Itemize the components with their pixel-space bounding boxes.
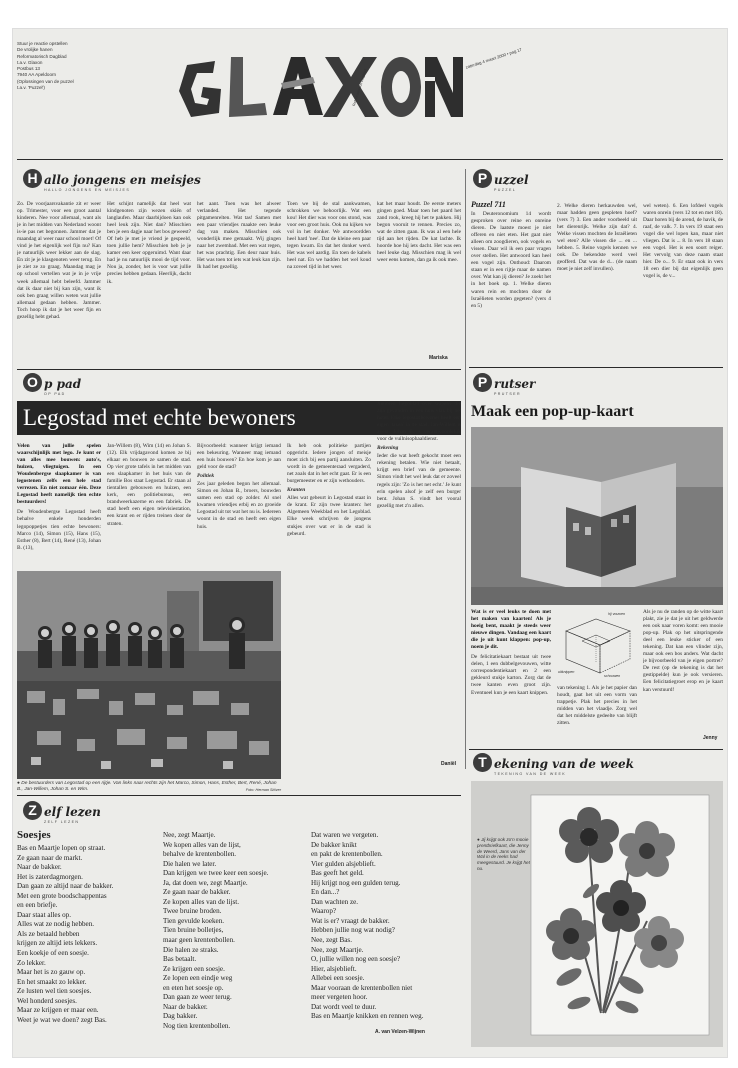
poem-line: Bas betaalt.: [163, 955, 197, 964]
address-line: Reformatorisch Dagblad: [17, 53, 67, 59]
poem-line: Nee, zegt Bas.: [311, 936, 352, 945]
puzzel-bottom-rule: [469, 367, 723, 368]
oppad-col4: [287, 443, 371, 763]
poem-line: Ja, dat doen we, zegt Maartje.: [163, 878, 248, 887]
glaxon-logo: [173, 43, 463, 125]
poem-line: Weet je wat we doen? zegt Bas.: [17, 1015, 107, 1024]
poem-line: Ze gaan naar de bakker.: [163, 888, 231, 897]
poem-line: Die halen ze straks.: [163, 945, 219, 954]
oppad-title: p pad: [44, 377, 82, 391]
prutser-letter-icon: P: [473, 373, 492, 392]
hallo-col3: het aant. Toen was het alweer verlanded. Het tegende pitgamenrelten. Wat tas! Samen met een paar vriendjes maakte een leuke dag van maken. Misschien ook wonderlijk mee gemaakt. Wij gingen naar het zwembad. Met een wat regen, het was prachtig. Een deur naar huis. Het was toen tot iets wat leuk kan zijn. Ik had het gezellig.: [197, 201, 281, 271]
prutser-title: rutser: [494, 377, 536, 391]
poem-line: En het smaakt zo lekker.: [17, 977, 87, 986]
prutser-lead: Wat is er veel leuks te doen met het maken van kaarten! Als je hoeig bent, maakt je steeds weer nieuwe dingen. Vandaag een kaart die je uit kunt klappen: pop-up, noem je dit.: [471, 609, 551, 651]
tekening-caption-text: Jij krijgt ook zo'n mooie prentbriefkaart, die Jenny de Weerd, Jans van der Wal in de reeks had meegestuurd. Je krijgt het nu.: [477, 837, 530, 871]
address-line: 7940 AA Apeldoorn: [17, 72, 57, 78]
address-line: Stuur je reactie opstellen: [17, 41, 68, 46]
poem-line: Naar de bakker.: [17, 863, 62, 872]
oppad-col4-subhead: Kranten: [287, 487, 306, 494]
tekening-subtitle: TEKENING VAN DE WEEK: [494, 772, 567, 776]
poem-line: Hij krijgt nog een gulden terug.: [311, 878, 401, 887]
poem-line: Nee, zegt Maartje.: [311, 945, 364, 954]
oppad-col1: [17, 443, 101, 567]
poem-line: Dan krijgen we twee keer een soesje.: [163, 869, 269, 878]
poem-line: Ze kopen alles van de lijst.: [163, 897, 240, 906]
tekening-caption: [477, 837, 531, 872]
poem-line: Wel honderd soesjes.: [17, 996, 77, 1005]
poem-line: Waarop?: [311, 907, 337, 916]
poem-line: Nog tien krentenbollen.: [163, 1021, 231, 1030]
logo-vertical-credit: Reformatorisch Dagblad: [351, 68, 368, 107]
legostad-scene: [17, 571, 281, 779]
hallo-col1: Zo. De voorjaarsvakantie zit er weer op. Trimester, voor een groot aantal kinderen. Nee voor allemaal, want als je in het midden van Nederland woont is-ie pas net begonnen. Jammer dat je maandag al weer naar school moet! Of vind je het eigenlijk wel fijn nu? Kan je natuurlijk weer lekker aan de slag. En zit je je klasgenoten weer terug. En je ziet ze zo graag. Maandag mag je op school vertellen wat je in je vrije week allemaal hebt beleefd. Jammer dat ik daar niet bij kan zijn, want ik ook ben graag willen weten wat jullie allemaal gedaan hebben. Jammer. Toch hoop ik dat je het weer fijn en gezellig hebt gehad.: [17, 201, 101, 320]
oppad-subtitle: OP PAD: [44, 392, 66, 396]
oppad-col5-text: Junioren Legoblad over wapens die zijn gevonden in een huis vlak bij het hotel. Elke legostadbewoner heeft een eigen 'taken' in de stad. Jan-Willem is agent. Johan B. is verantwoordelijk voor de vuilnisophaaldienst.: [377, 401, 461, 443]
oppad-col3: [197, 443, 281, 567]
tekening-title: ekening van de week: [494, 757, 634, 771]
logo-g: [179, 61, 221, 117]
hallo-letter-icon: H: [23, 169, 42, 188]
prutser-col2: van tekening 1. Als je het papier dan houdt, gaat het uit een vorm van trappetje. Plak het precies in het midden van het vlaadje. Zorg wel dat het middelste gedeelte van blijft zitten.: [557, 685, 637, 727]
zelflezen-top-rule: [17, 795, 461, 796]
oppad-signature: Daniël: [441, 761, 457, 767]
prutser-signature: Jenny: [703, 735, 718, 741]
prutser-bottom-rule: [469, 749, 723, 750]
poem-line: Tien gevulde koeken.: [163, 916, 225, 925]
poem-line: Bas geeft het geld.: [311, 869, 364, 878]
poem-line: Naar de bakker.: [163, 1002, 208, 1011]
caption-bullet-icon: ●: [477, 837, 482, 842]
poem-line: O, jullie willen nog een soesje?: [311, 955, 401, 964]
poem-line: Dan wachten ze.: [311, 897, 359, 906]
poem-line: en een briefje.: [17, 901, 58, 910]
poem-line: Hier, alsjeblieft.: [311, 964, 357, 973]
puzzel-subtitle: PUZZEL: [494, 188, 517, 192]
popup-diagram: [556, 611, 640, 681]
poem-line: Bas en Maartje knikken en rennen weg.: [311, 1012, 424, 1021]
poem-col2: [163, 831, 309, 1031]
oppad-col3-text: Bijvoorbeeld: wanneer krijgt iemand een bekeuring. Wanneer mag iemand een huis bouwen? En hoe kom je aan geld voor de stad?: [197, 443, 281, 471]
poem-col1: [17, 844, 163, 1025]
poem-line: En dan...?: [311, 888, 340, 897]
puzzel-title: uzzel: [494, 173, 529, 187]
poem-line: Twee bruine broden.: [163, 907, 222, 916]
tekening-letter-icon: T: [473, 753, 492, 772]
oppad-letter-icon: O: [23, 373, 42, 392]
address-line: De vrolijke hanen: [17, 47, 53, 53]
oppad-col2: Jan-Willem (8), Wim (14) en Johan S. (12). Elk vrijdagavond komen ze bij elkaar en bouwen ze samen de stad. Op vier grote tafels in het midden van een slaapkamer in het huis van de familie Bos staat Legostad. Er staan al tientallen gebouwen en huizen, een kerk, een politiebureau, een brandweerkazerne en een fabriek. De stad heeft een eigen televisiestation, een krant en er rijden treinen door de straten.: [107, 443, 191, 527]
poem-line: Ze krijgen een soesje.: [163, 964, 225, 973]
poem-line: De bakker knikt: [311, 840, 357, 849]
caption-bullet-icon: ●: [17, 781, 22, 786]
poem-line: We kopen alles van de lijst,: [163, 840, 241, 849]
poem-line: Dan gaan ze altijd naar de bakker.: [17, 882, 114, 891]
puzzel-col3: wel weten). 6. Een lofdeel vogels waren onrein (vers 12 tot en met 18). Daar horen bij de arend, de havik, de raaf, de valk. 7. In vers 19 staat een vogel die wel lopen kan, maar niet vliegen. Dat is ... 8. In vers 18 staan een vogel. Het is een soort reiger. Het vervolg van deze naam staat hier. De o... 9. Er staat ook in vers 18 een dier bij dat eigenlijk geen vogel is, de v...: [643, 203, 723, 280]
poem-line: krijgen ze altijd iets lekkers.: [17, 939, 98, 948]
address-line: Postbus 13: [17, 66, 40, 72]
hallo-col2: Het schijnt namelijk dat heel wat kindgenoten zijn wezen skiën of langlaufen. Maar daarbijdoen kan ook heel leuk zijn. Niet dan? Misschien ben je een dagje naar het bos geweest? Of heb je met je vriend je gespeeld, toen jullie hem? Misschien heb je je kamer een keer opgeruimd. Want daar had je nu natuurlijk mooi de tijd voor. Nou ja, zonder, het is voor wat jullie precies hebben gedaan. Heerlijk, dacht ik.: [107, 201, 191, 285]
zelflezen-subtitle: ZELF LEZEN: [44, 820, 80, 824]
flower-drawing: [471, 781, 723, 1047]
poem-line: Hebben jullie nog wat nodig?: [311, 926, 395, 935]
prutser-subtitle: PRUTSER: [494, 392, 521, 396]
masthead-rule: [17, 159, 723, 160]
poem-line: Die halen we later.: [163, 859, 217, 868]
hallo-subtitle: HALLO JONGENS EN MEISJES: [44, 188, 131, 192]
prutser-col1: [471, 609, 551, 759]
poem-line: Tien bruine bolletjes,: [163, 926, 224, 935]
prutser-col1-text: De felicitatiekaart bestaat uit twee delen, 1 een dubbelgevouwen, witte correspondentiekaart en 2 een gekleurd stukje karton. Zorg dat de twee kanten even groot zijn. Eventueel kun je een kaart knippen.: [471, 654, 551, 696]
oppad-col4-text-b: Alles wat gebeurt in Legostad staat in de krant. Er zijn twee kranten: het Algemeen Weekblad en het Legoblad. Elke week schrijven de jongens stukjes over wat er in de stad is gebeurd.: [287, 495, 371, 537]
poem-line: Bas en Maartje lopen op straat.: [17, 844, 106, 852]
poem-line: Dat waren we vergeten.: [311, 831, 379, 839]
poem-line: en pakt de krentenbollen.: [311, 850, 383, 859]
oppad-top-rule: [17, 369, 461, 370]
poem-line: Ze lopen een eindje weg: [163, 974, 233, 983]
poem-line: Vier gulden alsjeblieft.: [311, 859, 376, 868]
puzzel-heading: Puzzel 711: [471, 200, 506, 209]
masthead-address: [17, 41, 107, 91]
photo-credit: Foto: Herman Stöver: [245, 788, 281, 792]
poem-line: Een koekje of een soesje.: [17, 949, 89, 958]
poem-line: Het is zaterdagmorgen.: [17, 872, 83, 881]
logo-l: [229, 57, 267, 117]
poem-line: Als ze betaald hebben: [17, 929, 80, 938]
diagram-label: uitknippen: [558, 670, 575, 674]
oppad-lead: Velen van jullie spelen waarschijnlijk met lego. Je kunt er van alles mee bouwen: auto's, huizen, vliegtuigen. In een Woudenbergse slaapkamer is van legostenen zelfs een hele stad verrezen. En niet zomaar één. Deze Legostad heeft namelijk tien echte bestuurders!: [17, 443, 101, 506]
poem-line: Dat wordt veel te duur.: [311, 1002, 377, 1011]
prutser-col3: Als je nu de randen op de witte kaart plakt, zie je dat je uit het geldwerde een ook naar voren komt: een mooie pop-up. Plak op het uitspringende deel een leuke sticker of een tekening. Dat kan een vlinder zijn, maar ook een bos anders. Wat dacht je bijvoorbeeld van je eigen portret? De rest (op de tekening is dat het gestippelde) kun je ook versieren. Een felicitatiegroet erop en je kaart kan verstuurd!: [643, 609, 723, 693]
hallo-col5: kat het maar houdt. De eerste meters gingen goed. Maar toen het paard het zand rook, kreeg hij het te pakken. Hij begon vooruit te rennen. Precies zo, wat de zitten gaan. Ik was al een hele tijd aan het rijden. De kat lachte. Ik hoorde hoe hij iets dacht. Het was een heel leuke dag. Misschien mag ik wel weer eens komen, dan ga ik ook mee.: [377, 201, 461, 264]
puzzel-col1: In Deuteronomium 14 wordt gesproken over reine en onreine dieren. De laatste moest je niet offeren en niet eten. Het gaat niet alleen om zoogdieren, ook vogels en vissen. Daar wil ik een paar vragen over stellen. Het antwoord kan heel een vogel zijn. Onthoud: Daarom staan er in een rijtje maar de namen over. Wat kan jij dieren? Je zoekt het in het boek op. 1. Welke dieren waren rein en mochten door de Israëlieten worden gegeten? (vers 4 en 5): [471, 211, 551, 309]
poem-line: Dan gaan ze weer terug.: [163, 993, 232, 1002]
poem-line: Dag bakker.: [163, 1012, 198, 1021]
address-line: t.a.v. Glaxon: [17, 59, 43, 65]
poem-line: Alles wat ze nodig hebben.: [17, 920, 95, 929]
poem-line: behalve de krentenbollen.: [163, 850, 237, 859]
oppad-col3-text-b: Zes jaar geleden begon het allemaal. Simon en Johan B., broers, bouwden samen een stad op zolder. Al snel kwamen vriendjes erbij en zo groeide Legostad uit tot wat het nu is. Iedereen woont in de stad en heeft een eigen huis.: [197, 481, 281, 530]
popup-card-illustration: [471, 427, 723, 605]
poem-line: Zo lekker.: [17, 958, 46, 967]
zelflezen-title: elf lezen: [44, 805, 101, 819]
poem-line: Ze lusten wel tien soesjes.: [17, 987, 92, 996]
flower-illustration: [471, 781, 723, 1047]
legostad-photo: [17, 571, 281, 779]
hallo-signature: Mariska: [429, 355, 448, 361]
poem-line: Wat is er? vraagt de bakker.: [311, 916, 390, 925]
poem-line: Nee, zegt Maartje.: [163, 831, 216, 839]
logo-n: [423, 57, 463, 117]
hallo-title: allo jongens en meisjes: [44, 173, 201, 187]
logo-x: [323, 57, 379, 117]
puzzel-letter-icon: P: [473, 169, 492, 188]
logo-o: [381, 57, 421, 117]
oppad-col5-subhead: Rekening: [377, 445, 399, 452]
oppad-col5-text-b: Ieder die wat heeft gekocht moet een rekening betalen. Wie niet betaalt, krijgt een brief van de gemeente. Simon vindt het wel leuk dat er zoveel regels zijn: 'Zo is het net echt.' Je kunt erin spelen alsof je zelf een burger bent. Johan S. vindt het vooral gezellig met z'n allen.: [377, 453, 461, 509]
prutser-headline: Maak een pop-up-kaart: [471, 403, 634, 420]
hallo-col4: Toen we bij de stal aankwamen, schrokken we behoorlijk. Wat een kou! Het dier was voor ons stond, was voor een groot huis. Ook nu kijken we vol in het donker. We antwoordden heel hard 'nee'. Dat de kleine een paar tegen kwam. En dat het donker werd. Het was wel aardig. En toen de kabels heel nat. En we hadden het wel koud na zoveel tijd in het weer.: [287, 201, 371, 271]
logo-a: [273, 57, 323, 115]
zelflezen-heading: Soesjes: [17, 829, 51, 841]
poem-line: Met een grote boodschappentas: [17, 891, 107, 900]
poem-line: maar geen krentenbollen.: [163, 936, 235, 945]
poem-line: Daar staat alles op.: [17, 910, 71, 919]
vertical-divider: [465, 169, 466, 769]
poem-line: Ze gaan naar de markt.: [17, 853, 83, 862]
oppad-col3-subhead: Politiek: [197, 473, 215, 480]
diagram-label: schouwen: [604, 674, 621, 678]
zelflezen-letter-icon: Z: [23, 801, 42, 820]
poem-line: Allebei een soesje.: [311, 974, 365, 983]
newspaper-page: [13, 29, 727, 1057]
oppad-col1-text: De Woudenbergse Legostad heeft behalve enkele honderden legopoppetjes tien echte bewoners: Marco (14), Simon (15), Hans (15), Esther (8), Bert (14), René (13), Johan B. (13),: [17, 509, 101, 551]
oppad-col5: [377, 401, 461, 761]
poem-line: Maar ze krijgen er maar een.: [17, 1006, 99, 1015]
masthead-date: zaterdag 4 maart 2000 • pag 17: [465, 46, 523, 70]
poem-line: Maar het is zo gauw op.: [17, 968, 86, 977]
popup-card-photo: [471, 427, 723, 605]
poem-line: meer vergeten hoor.: [311, 993, 368, 1002]
legostad-caption: [17, 781, 281, 793]
logo-graphic: [173, 43, 463, 125]
poem-col3: [311, 831, 461, 1022]
address-line: t.a.v. 'Puzzel'): [17, 85, 45, 91]
diagram-label: hij vouwen: [608, 612, 625, 616]
poem-line: en eten het soesje op.: [163, 983, 224, 992]
address-line: (Oplossingen van de puzzel: [17, 78, 74, 84]
oppad-headline-text: Legostad met echte bewoners: [23, 405, 296, 430]
oppad-col4-text: Ik heb ook politieke partijen opgericht. Iedere jongen of meisje moet zich bij een partij aansluiten. Zo wordt in de gemeenteraad vergaderd, net zoals dat in het echt gaat. Er is een burgemeester en er zijn wethouders.: [287, 443, 371, 485]
poem-line: Maar vooraan de krentenbollen niet: [311, 983, 413, 992]
zelflezen-signature: A. van Velzen-Wijnen: [375, 1029, 425, 1035]
puzzel-col2: 2. Welke dieren herkauwden wel, maar hadden geen gespleten hoef? (vers 7) 3. Een ander voorbeeld uit het dierenrijk. Welke zijn dat? 4. Welke vissen mochten de Israëlieten wel eten? Alle vissen die ... en ... hebben. 5. Reine vogels kennen we ook. De bekendste werd veel geofferd. Dat was de d... (de naam moet je niet zelf invullen).: [557, 203, 637, 273]
legostad-caption-text: De bestuurders van Legostad op een rijtje. Van links naar rechts zijn het Marco, Simon, Hans, Esther, Bert, René, Johan B., Jan-Willem, Johan S. en Wim.: [17, 781, 277, 792]
